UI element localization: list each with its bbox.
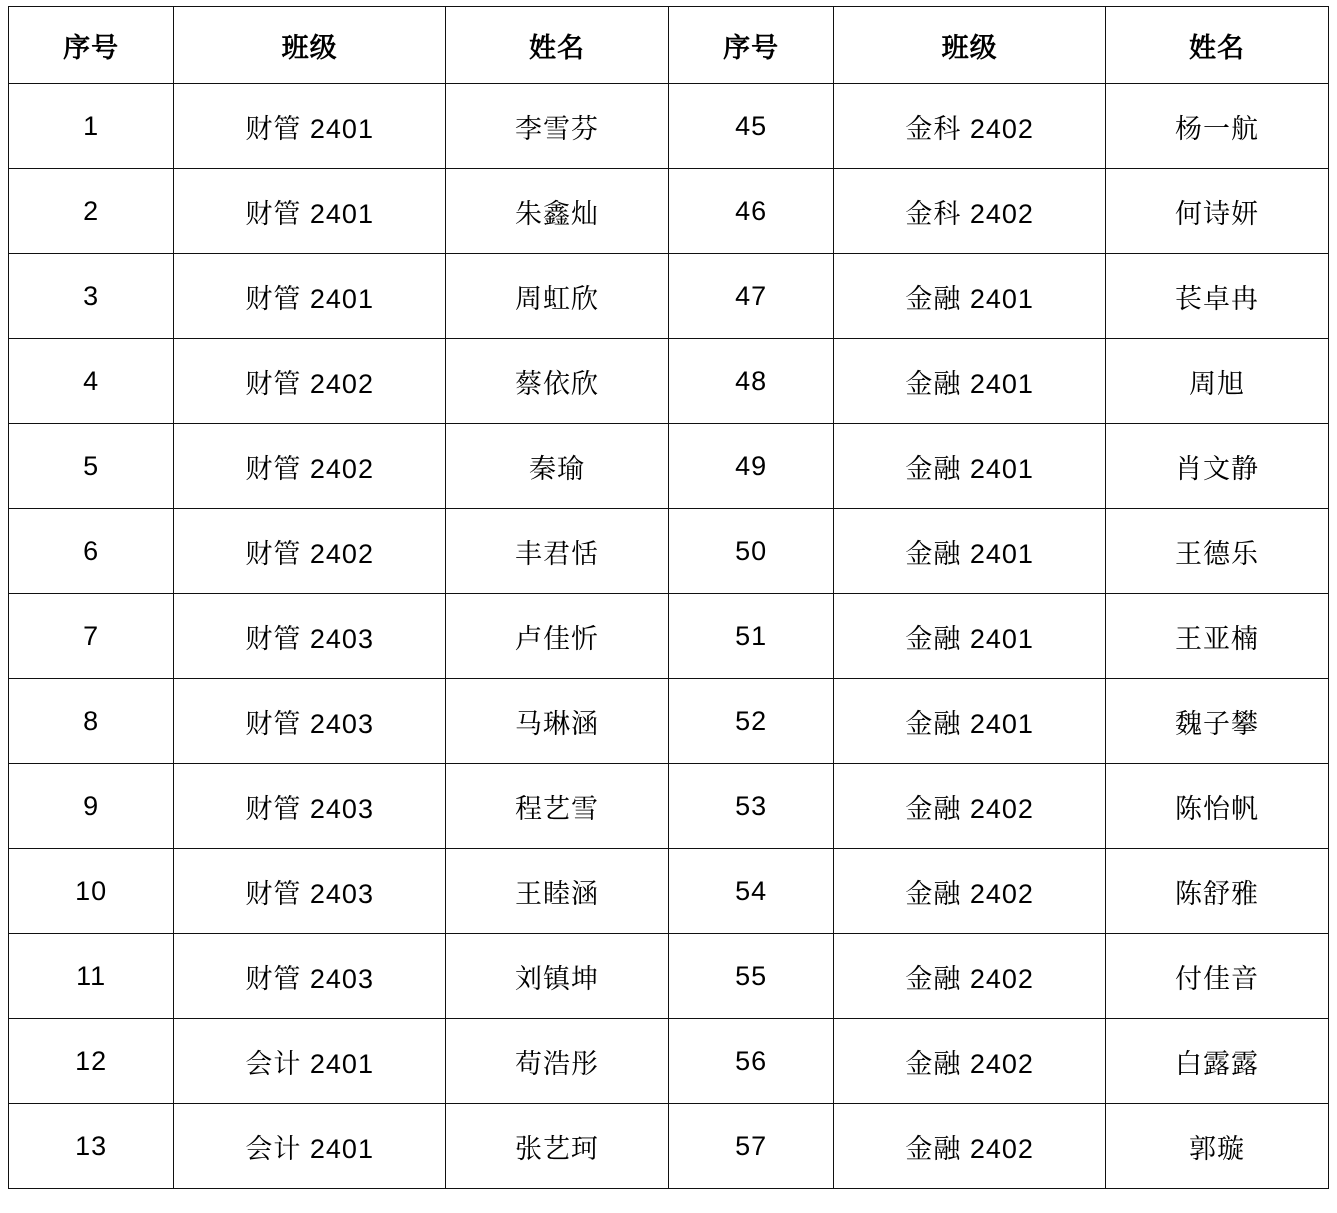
cell-index-left: 13: [9, 1104, 174, 1189]
cell-class-left: 财管 2403: [174, 679, 446, 764]
table-row: [9, 1104, 1329, 1189]
cell-name-right: 苌卓冉: [1106, 254, 1329, 339]
cell-class-right: 金科 2402: [834, 84, 1106, 169]
cell-class-right: 金融 2401: [834, 339, 1106, 424]
cell-class-right: 金融 2401: [834, 594, 1106, 679]
cell-index-left: 10: [9, 849, 174, 934]
cell-index-right: 52: [668, 679, 833, 764]
cell-name-left: 苟浩彤: [446, 1019, 669, 1104]
cell-name-right: 何诗妍: [1106, 169, 1329, 254]
cell-name-left: 马琳涵: [446, 679, 669, 764]
cell-index-left: 5: [9, 424, 174, 509]
cell-name-right: 陈怡帆: [1106, 764, 1329, 849]
cell-class-left: 财管 2401: [174, 84, 446, 169]
cell-name-left: 刘镇坤: [446, 934, 669, 1019]
cell-class-right: 金融 2401: [834, 424, 1106, 509]
table-row: [9, 679, 1329, 764]
cell-class-right: 金融 2402: [834, 849, 1106, 934]
cell-name-right: 周旭: [1106, 339, 1329, 424]
cell-class-right: 金科 2402: [834, 169, 1106, 254]
cell-class-left: 会计 2401: [174, 1104, 446, 1189]
cell-class-left: 财管 2403: [174, 764, 446, 849]
cell-index-right: 46: [668, 169, 833, 254]
cell-class-left: 财管 2403: [174, 934, 446, 1019]
cell-name-left: 李雪芬: [446, 84, 669, 169]
cell-index-right: 56: [668, 1019, 833, 1104]
cell-name-right: 杨一航: [1106, 84, 1329, 169]
cell-index-left: 11: [9, 934, 174, 1019]
cell-class-left: 会计 2401: [174, 1019, 446, 1104]
cell-name-left: 程艺雪: [446, 764, 669, 849]
cell-class-left: 财管 2402: [174, 339, 446, 424]
table-row: [9, 1019, 1329, 1104]
cell-class-right: 金融 2401: [834, 509, 1106, 594]
cell-class-right: 金融 2401: [834, 254, 1106, 339]
column-header-index-left: 序号: [9, 7, 174, 84]
cell-index-left: 7: [9, 594, 174, 679]
table-row: [9, 169, 1329, 254]
cell-class-left: 财管 2403: [174, 594, 446, 679]
cell-name-right: 魏子攀: [1106, 679, 1329, 764]
cell-index-right: 51: [668, 594, 833, 679]
cell-index-left: 9: [9, 764, 174, 849]
table-row: [9, 849, 1329, 934]
cell-index-right: 50: [668, 509, 833, 594]
cell-index-right: 55: [668, 934, 833, 1019]
table-row: [9, 594, 1329, 679]
cell-index-right: 47: [668, 254, 833, 339]
roster-table: [8, 6, 1329, 1189]
cell-class-left: 财管 2401: [174, 254, 446, 339]
cell-name-right: 付佳音: [1106, 934, 1329, 1019]
cell-name-left: 卢佳忻: [446, 594, 669, 679]
column-header-class-left: 班级: [174, 7, 446, 84]
cell-index-left: 12: [9, 1019, 174, 1104]
cell-name-left: 秦瑜: [446, 424, 669, 509]
cell-name-left: 蔡依欣: [446, 339, 669, 424]
cell-class-right: 金融 2402: [834, 764, 1106, 849]
cell-index-left: 4: [9, 339, 174, 424]
table-header-row: [9, 7, 1329, 84]
cell-index-right: 45: [668, 84, 833, 169]
table-row: [9, 934, 1329, 1019]
cell-name-right: 郭璇: [1106, 1104, 1329, 1189]
cell-name-right: 白露露: [1106, 1019, 1329, 1104]
cell-class-right: 金融 2401: [834, 679, 1106, 764]
cell-name-left: 王睦涵: [446, 849, 669, 934]
cell-class-right: 金融 2402: [834, 1104, 1106, 1189]
cell-class-left: 财管 2403: [174, 849, 446, 934]
table-body: [9, 84, 1329, 1189]
cell-index-right: 54: [668, 849, 833, 934]
cell-name-right: 王亚楠: [1106, 594, 1329, 679]
cell-index-left: 6: [9, 509, 174, 594]
cell-index-right: 53: [668, 764, 833, 849]
table-row: [9, 84, 1329, 169]
column-header-name-left: 姓名: [446, 7, 669, 84]
cell-index-right: 57: [668, 1104, 833, 1189]
column-header-name-right: 姓名: [1106, 7, 1329, 84]
cell-index-left: 3: [9, 254, 174, 339]
cell-class-left: 财管 2402: [174, 509, 446, 594]
cell-index-left: 8: [9, 679, 174, 764]
cell-class-right: 金融 2402: [834, 934, 1106, 1019]
cell-class-right: 金融 2402: [834, 1019, 1106, 1104]
table-header: [9, 7, 1329, 84]
column-header-class-right: 班级: [834, 7, 1106, 84]
table-row: [9, 339, 1329, 424]
cell-name-left: 周虹欣: [446, 254, 669, 339]
cell-name-right: 陈舒雅: [1106, 849, 1329, 934]
cell-index-left: 1: [9, 84, 174, 169]
cell-index-left: 2: [9, 169, 174, 254]
cell-index-right: 48: [668, 339, 833, 424]
cell-class-left: 财管 2402: [174, 424, 446, 509]
table-row: [9, 424, 1329, 509]
column-header-index-right: 序号: [668, 7, 833, 84]
cell-name-left: 张艺珂: [446, 1104, 669, 1189]
table-row: [9, 509, 1329, 594]
cell-index-right: 49: [668, 424, 833, 509]
cell-name-left: 朱鑫灿: [446, 169, 669, 254]
table-row: [9, 254, 1329, 339]
cell-name-right: 肖文静: [1106, 424, 1329, 509]
cell-name-right: 王德乐: [1106, 509, 1329, 594]
cell-name-left: 丰君恬: [446, 509, 669, 594]
cell-class-left: 财管 2401: [174, 169, 446, 254]
table-row: [9, 764, 1329, 849]
